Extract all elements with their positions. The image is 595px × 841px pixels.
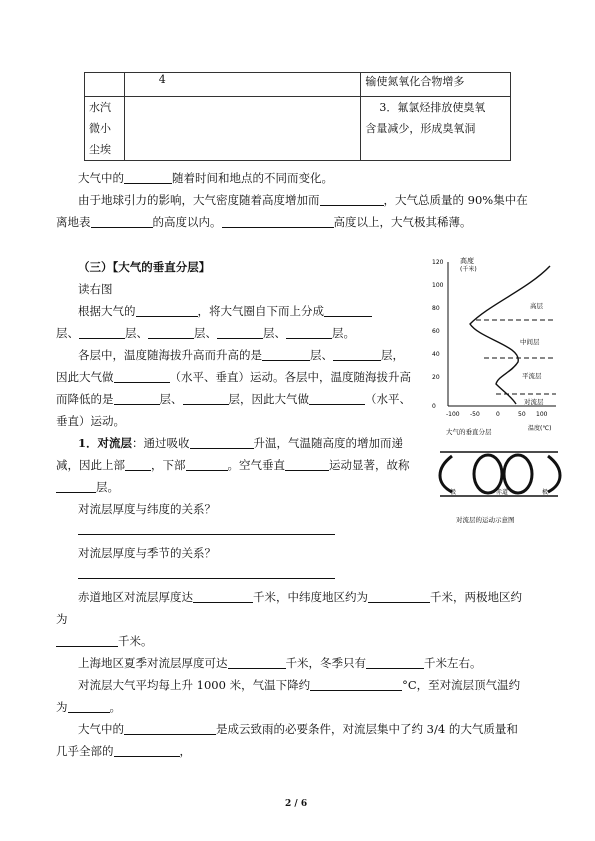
fill-blank[interactable]	[310, 678, 402, 691]
para-line-1: 根据大气的 ，将大气圈自下而上分成	[78, 303, 372, 319]
temperature-curve	[470, 266, 550, 404]
page-number: 2 / 6	[285, 799, 308, 809]
lapse-line-2: 为 。	[56, 700, 121, 714]
x-tick: -100	[446, 411, 460, 418]
section-heading: （三）【大气的垂直分层】	[78, 260, 211, 274]
fill-blank[interactable]	[285, 458, 329, 471]
troposphere-line-2: 减，因此上部 ，下部 。空气垂直 运动显著，故称	[56, 458, 410, 472]
lat-label-equator: 赤道	[496, 489, 509, 496]
convection-diagram	[440, 452, 560, 496]
para-line-5: 而降低的是 层、 层，因此大气做 （水平、	[56, 392, 411, 406]
fill-blank[interactable]	[222, 215, 334, 228]
fill-blank[interactable]	[324, 304, 372, 317]
x-tick: 50	[518, 411, 526, 418]
y-tick: 60	[432, 328, 440, 335]
lat-label-pole-left: 极	[450, 489, 457, 496]
row-number: 4	[158, 73, 166, 86]
answer-line-latitude[interactable]	[78, 534, 335, 535]
water-vapor-line-2: 几乎全部的 ，	[56, 744, 191, 758]
table-cell-labels	[85, 97, 125, 161]
y-tick: 80	[432, 305, 440, 312]
table-cell-effect	[361, 73, 511, 97]
fill-blank[interactable]	[91, 215, 153, 228]
troposphere-line-3: 层。	[56, 479, 119, 495]
y-tick: 0	[432, 403, 436, 410]
fill-blank[interactable]	[136, 304, 198, 317]
fill-blank[interactable]	[124, 722, 216, 735]
lat-label-pole-right: 极	[542, 489, 549, 496]
fill-blank[interactable]	[193, 590, 253, 603]
fill-blank[interactable]	[125, 458, 151, 471]
fill-blank[interactable]	[56, 480, 96, 493]
intro-line-3: 离地表 的高度以内。 高度以上，大气极其稀薄。	[56, 215, 472, 229]
fill-blank[interactable]	[183, 392, 229, 405]
effect-text-nox: 输使氮氧化合物增多	[365, 75, 465, 88]
para-line-2: 层、 层、 层、 层、 层。	[56, 326, 355, 340]
layer-label-mesosphere: 中间层	[520, 338, 540, 346]
table-cell-ozone	[361, 97, 511, 161]
intro-line-2: 由于地球引力的影响，大气密度随着高度增加而 ，大气总质量的 90%集中在	[78, 193, 528, 207]
fill-blank[interactable]	[124, 171, 172, 184]
water-vapor-line-1: 大气中的 是成云致雨的必要条件，对流层集中了约 3/4 的大气质量和	[78, 722, 518, 736]
question-season: 对流层厚度与季节的关系？	[78, 546, 216, 560]
fill-blank[interactable]	[262, 348, 310, 361]
read-figure: 读右图	[78, 282, 113, 296]
table-cell-number	[124, 73, 361, 97]
atmosphere-composition-table	[84, 72, 511, 161]
x-tick: 100	[536, 411, 548, 418]
x-tick: 0	[496, 411, 500, 418]
y-tick: 100	[432, 282, 444, 289]
fill-blank[interactable]	[368, 590, 430, 603]
y-tick: 40	[432, 351, 440, 358]
y-tick: 20	[432, 374, 440, 381]
layer-label-troposphere: 对流层	[524, 398, 544, 406]
troposphere-line-1: 1．对流层：通过吸收 升温，气温随高度的增加而递	[78, 436, 404, 450]
fill-blank[interactable]	[217, 326, 263, 339]
atmosphere-layers-figure	[430, 254, 570, 530]
fill-blank[interactable]	[286, 326, 332, 339]
fill-blank[interactable]	[333, 348, 381, 361]
fill-blank[interactable]	[366, 656, 424, 669]
para-line-4: 因此大气做 （水平、垂直）运动。各层中，温度随海拔升高	[56, 370, 411, 384]
layer-label-stratosphere: 平流层	[522, 372, 542, 380]
fill-blank[interactable]	[79, 326, 125, 339]
y-tick: 120	[432, 259, 444, 266]
label-water-vapor: 水汽	[89, 101, 111, 114]
fill-blank[interactable]	[186, 458, 228, 471]
figure-caption-layers: 大气的垂直分层	[446, 428, 492, 436]
lapse-line-1: 对流层大气平均每上升 1000 米，气温下降约 °C，至对流层顶气温约	[78, 678, 521, 692]
label-tiny: 微小	[89, 122, 111, 135]
table-cell-empty	[85, 73, 125, 97]
figure-caption-convection: 对流层的运动示意图	[456, 516, 515, 524]
fill-blank[interactable]	[320, 193, 384, 206]
thickness-line-1: 赤道地区对流层厚度达 千米，中纬度地区约为 千米，两极地区约	[78, 590, 522, 604]
intro-line-1: 大气中的 随着时间和地点的不同而变化。	[78, 171, 333, 185]
label-dust: 尘埃	[89, 143, 111, 156]
fill-blank[interactable]	[148, 326, 194, 339]
fill-blank[interactable]	[114, 392, 160, 405]
x-tick: -50	[470, 411, 480, 418]
fill-blank[interactable]	[114, 744, 180, 757]
effect-text-cfc: 3．氟氯烃排放使臭氧	[379, 101, 486, 114]
fill-blank[interactable]	[68, 700, 110, 713]
para-line-6: 垂直）运动。	[56, 414, 125, 428]
thickness-line-2: 为	[56, 612, 68, 626]
para-line-3: 各层中，温度随海拔升高而升高的是 层、 层，	[78, 348, 404, 362]
y-axis-title: 高度	[460, 257, 474, 265]
shanghai-line: 上海地区夏季对流层厚度可达 千米，冬季只有 千米左右。	[78, 656, 482, 670]
answer-line-season[interactable]	[78, 578, 335, 579]
effect-text-ozone-hole: 含量减少，形成臭氧洞	[365, 122, 476, 135]
question-latitude: 对流层厚度与纬度的关系？	[78, 502, 216, 516]
layer-label-upper: 高层	[530, 302, 543, 310]
fill-blank[interactable]	[190, 436, 254, 449]
fill-blank[interactable]	[56, 634, 118, 647]
x-axis-title: 温度(℃)	[528, 425, 552, 432]
table-cell-blank	[124, 97, 361, 161]
fill-blank[interactable]	[228, 656, 286, 669]
fill-blank[interactable]	[309, 392, 365, 405]
thickness-line-3: 千米。	[56, 633, 153, 649]
y-axis-unit: (千米)	[460, 266, 477, 273]
fill-blank[interactable]	[114, 370, 170, 383]
